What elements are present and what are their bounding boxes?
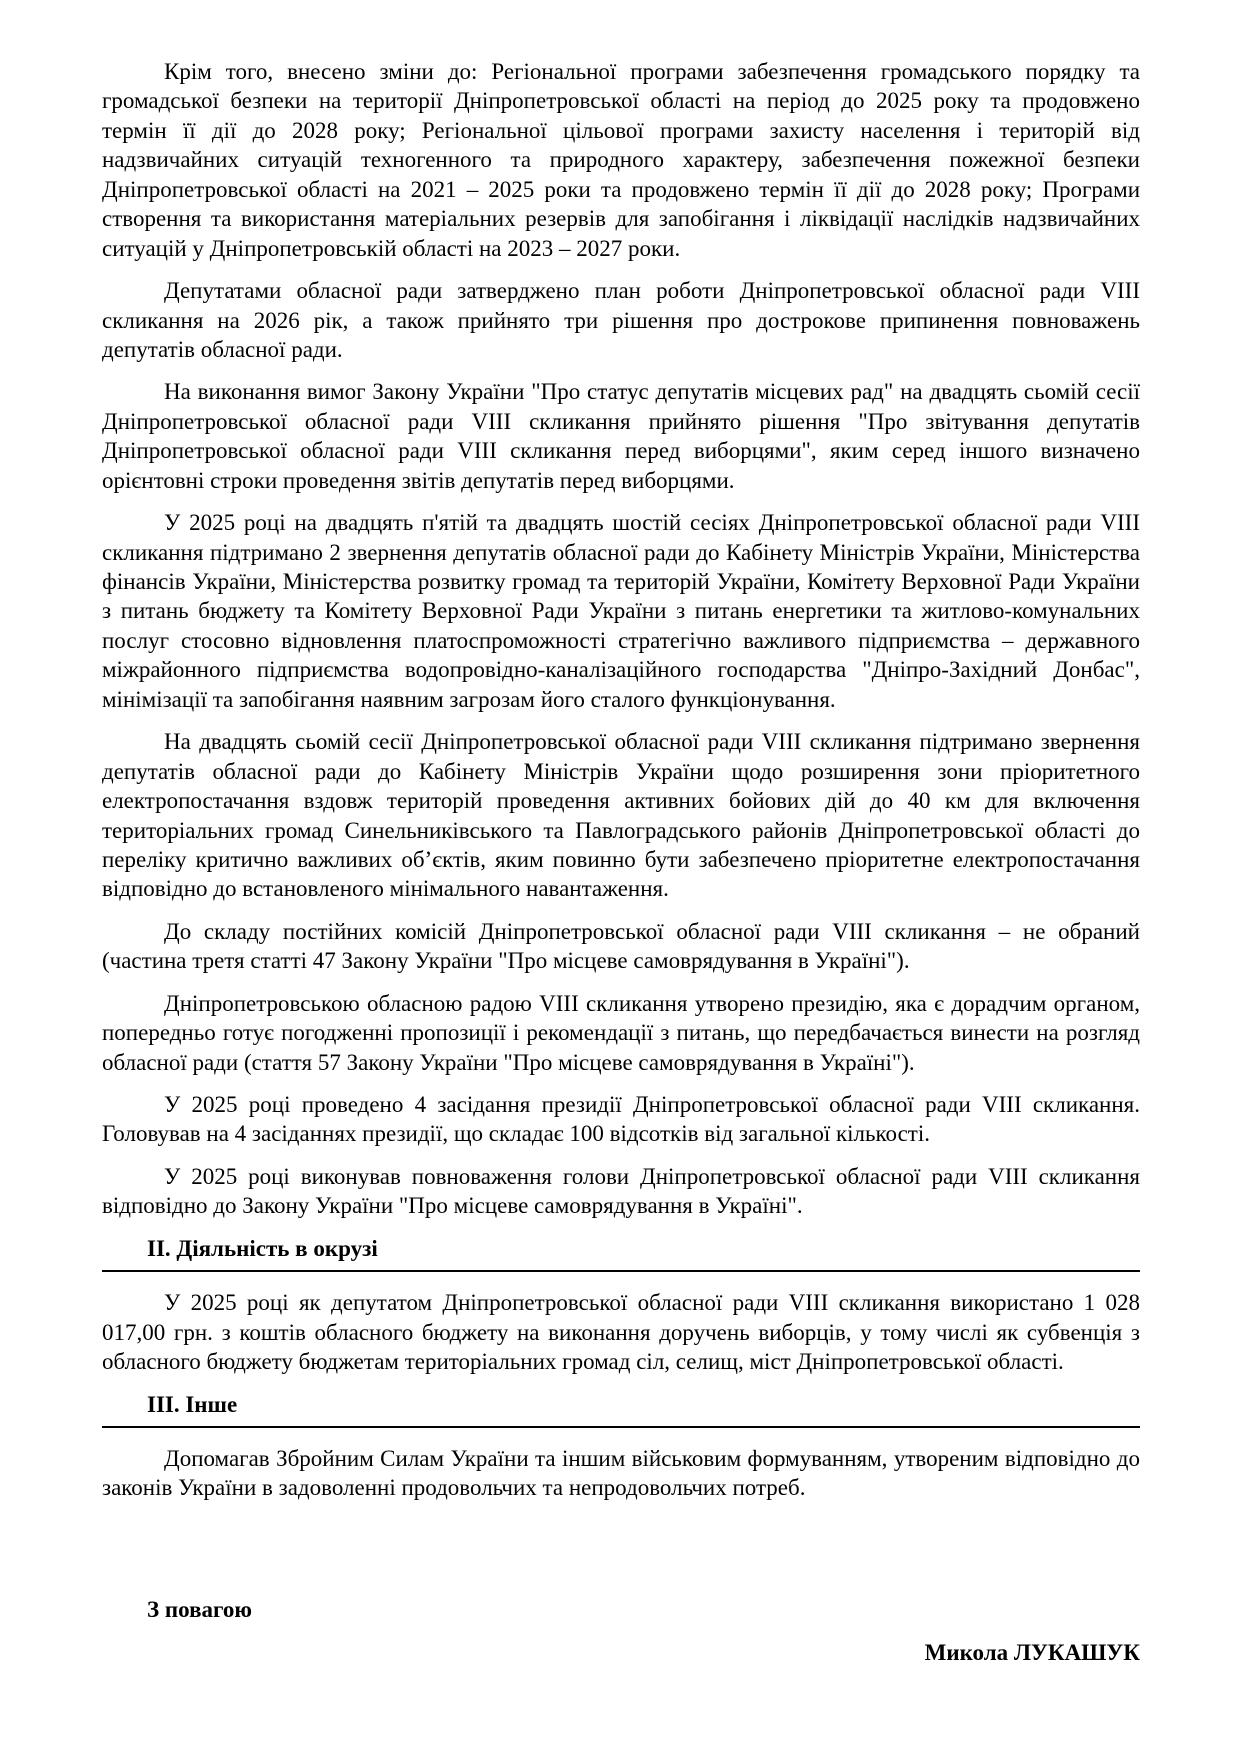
body-paragraph: У 2025 році на двадцять п'ятій та двадцять шостій сесіях Дніпропетровської обласної ради VIII скликання підтримано 2 звернення депутатів обласної ради до Кабінету Міністрів України, Міністерства фінансів України, Міністерства розвитку громад та територій України, Комітету Верховної Ради України з питань бюджету та Комітету Верховної Ради України з питань енергетики та житлово-комунальних послуг стосовно відновлення платоспроможності стратегічно важливого підприємства – державного міжрайонного підприємства водопровідно-каналізаційного господарства "Дніпро-Західний Донбас", мінімізації та запобігання наявним загрозам його сталого функціонування.	[102, 510, 1140, 712]
body-paragraph: Депутатами обласної ради затверджено план роботи Дніпропетровської обласної ради VIII скликання на 2026 рік, а також прийнято три рішення про дострокове припинення повноважень депутатів обласної ради.	[102, 278, 1140, 362]
body-paragraph: У 2025 році виконував повноваження голови Дніпропетровської обласної ради VIII скликання відповідно до Закону України "Про місцеве самоврядування в Україні".	[102, 1163, 1140, 1219]
body-paragraph: Допомагав Збройним Силам України та іншим військовим формуванням, утвореним відповідно до законів України в задоволенні продовольчих та непродовольчих потреб.	[102, 1445, 1140, 1501]
signature-name: Микола ЛУКАШУК	[924, 1640, 1140, 1666]
section-heading-other: ІІІ. Інше	[102, 1390, 1140, 1428]
body-paragraph: У 2025 році як депутатом Дніпропетровської обласної ради VIII скликання використано 1 028 017,00 грн. з коштів обласного бюджету на виконання доручень виборців, у тому числі як субвенція з обласного бюджету бюджетам територіальних громад сіл, селищ, міст Дніпропетровської області.	[102, 1290, 1140, 1375]
body-paragraph: На двадцять сьомій сесії Дніпропетровської обласної ради VIII скликання підтримано звернення депутатів обласної ради до Кабінету Міністрів України щодо розширення зони пріоритетного електропостачання вздовж територій проведення активних бойових дій до 40 км для включення територіальних громад Синельниківського та Павлоградського районів Дніпропетровської області до переліку критично важливих об’єктів, яким повинно бути забезпечено пріоритетне електропостачання відповідно до встановленого мінімального навантаження.	[102, 729, 1140, 902]
body-paragraph: Дніпропетровською обласною радою VIII скликання утворено президію, яка є дорадчим органом, попередньо готує погодженні пропозиції і рекомендації з питань, що передбачається винести на розгляд обласної ради (стаття 57 Закону України "Про місцеве самоврядування в Україні").	[102, 990, 1140, 1075]
section-heading-activity-in-district: ІІ. Діяльність в окрузі	[102, 1234, 1140, 1272]
body-paragraph: Крім того, внесено зміни до: Регіональної програми забезпечення громадського порядку та громадської безпеки на території Дніпропетровської області на період до 2025 року та продовжено термін її дії до 2028 року; Регіональної цільової програми захисту населення і територій від надзвичайних ситуацій техногенного та природного характеру, забезпечення пожежної безпеки Дніпропетровської області на 2021 – 2025 роки та продовжено термін її дії до 2028 року; Програми створення та використання матеріальних резервів для запобігання і ліквідації наслідків надзвичайних ситуацій у Дніпропетровській області на 2023 – 2027 роки.	[102, 59, 1140, 261]
closing-salutation: З повагою	[147, 1596, 252, 1622]
body-paragraph: На виконання вимог Закону України "Про статус депутатів місцевих рад" на двадцять сьомій сесії Дніпропетровської обласної ради VIII скликання прийнято рішення "Про звітування депутатів Дніпропетровської обласної ради VIII скликання перед виборцями", яким серед іншого визначено орієнтовні строки проведення звітів депутатів перед виборцями.	[102, 379, 1140, 493]
body-paragraph: У 2025 році проведено 4 засідання президії Дніпропетровської обласної ради VIII скликання. Головував на 4 засіданнях президії, що складає 100 відсотків від загальної кількості.	[102, 1092, 1140, 1147]
body-paragraph: До складу постійних комісій Дніпропетровської обласної ради VIII скликання – не обраний (частина третя статті 47 Закону України "Про місцеве самоврядування в Україні").	[102, 918, 1140, 974]
